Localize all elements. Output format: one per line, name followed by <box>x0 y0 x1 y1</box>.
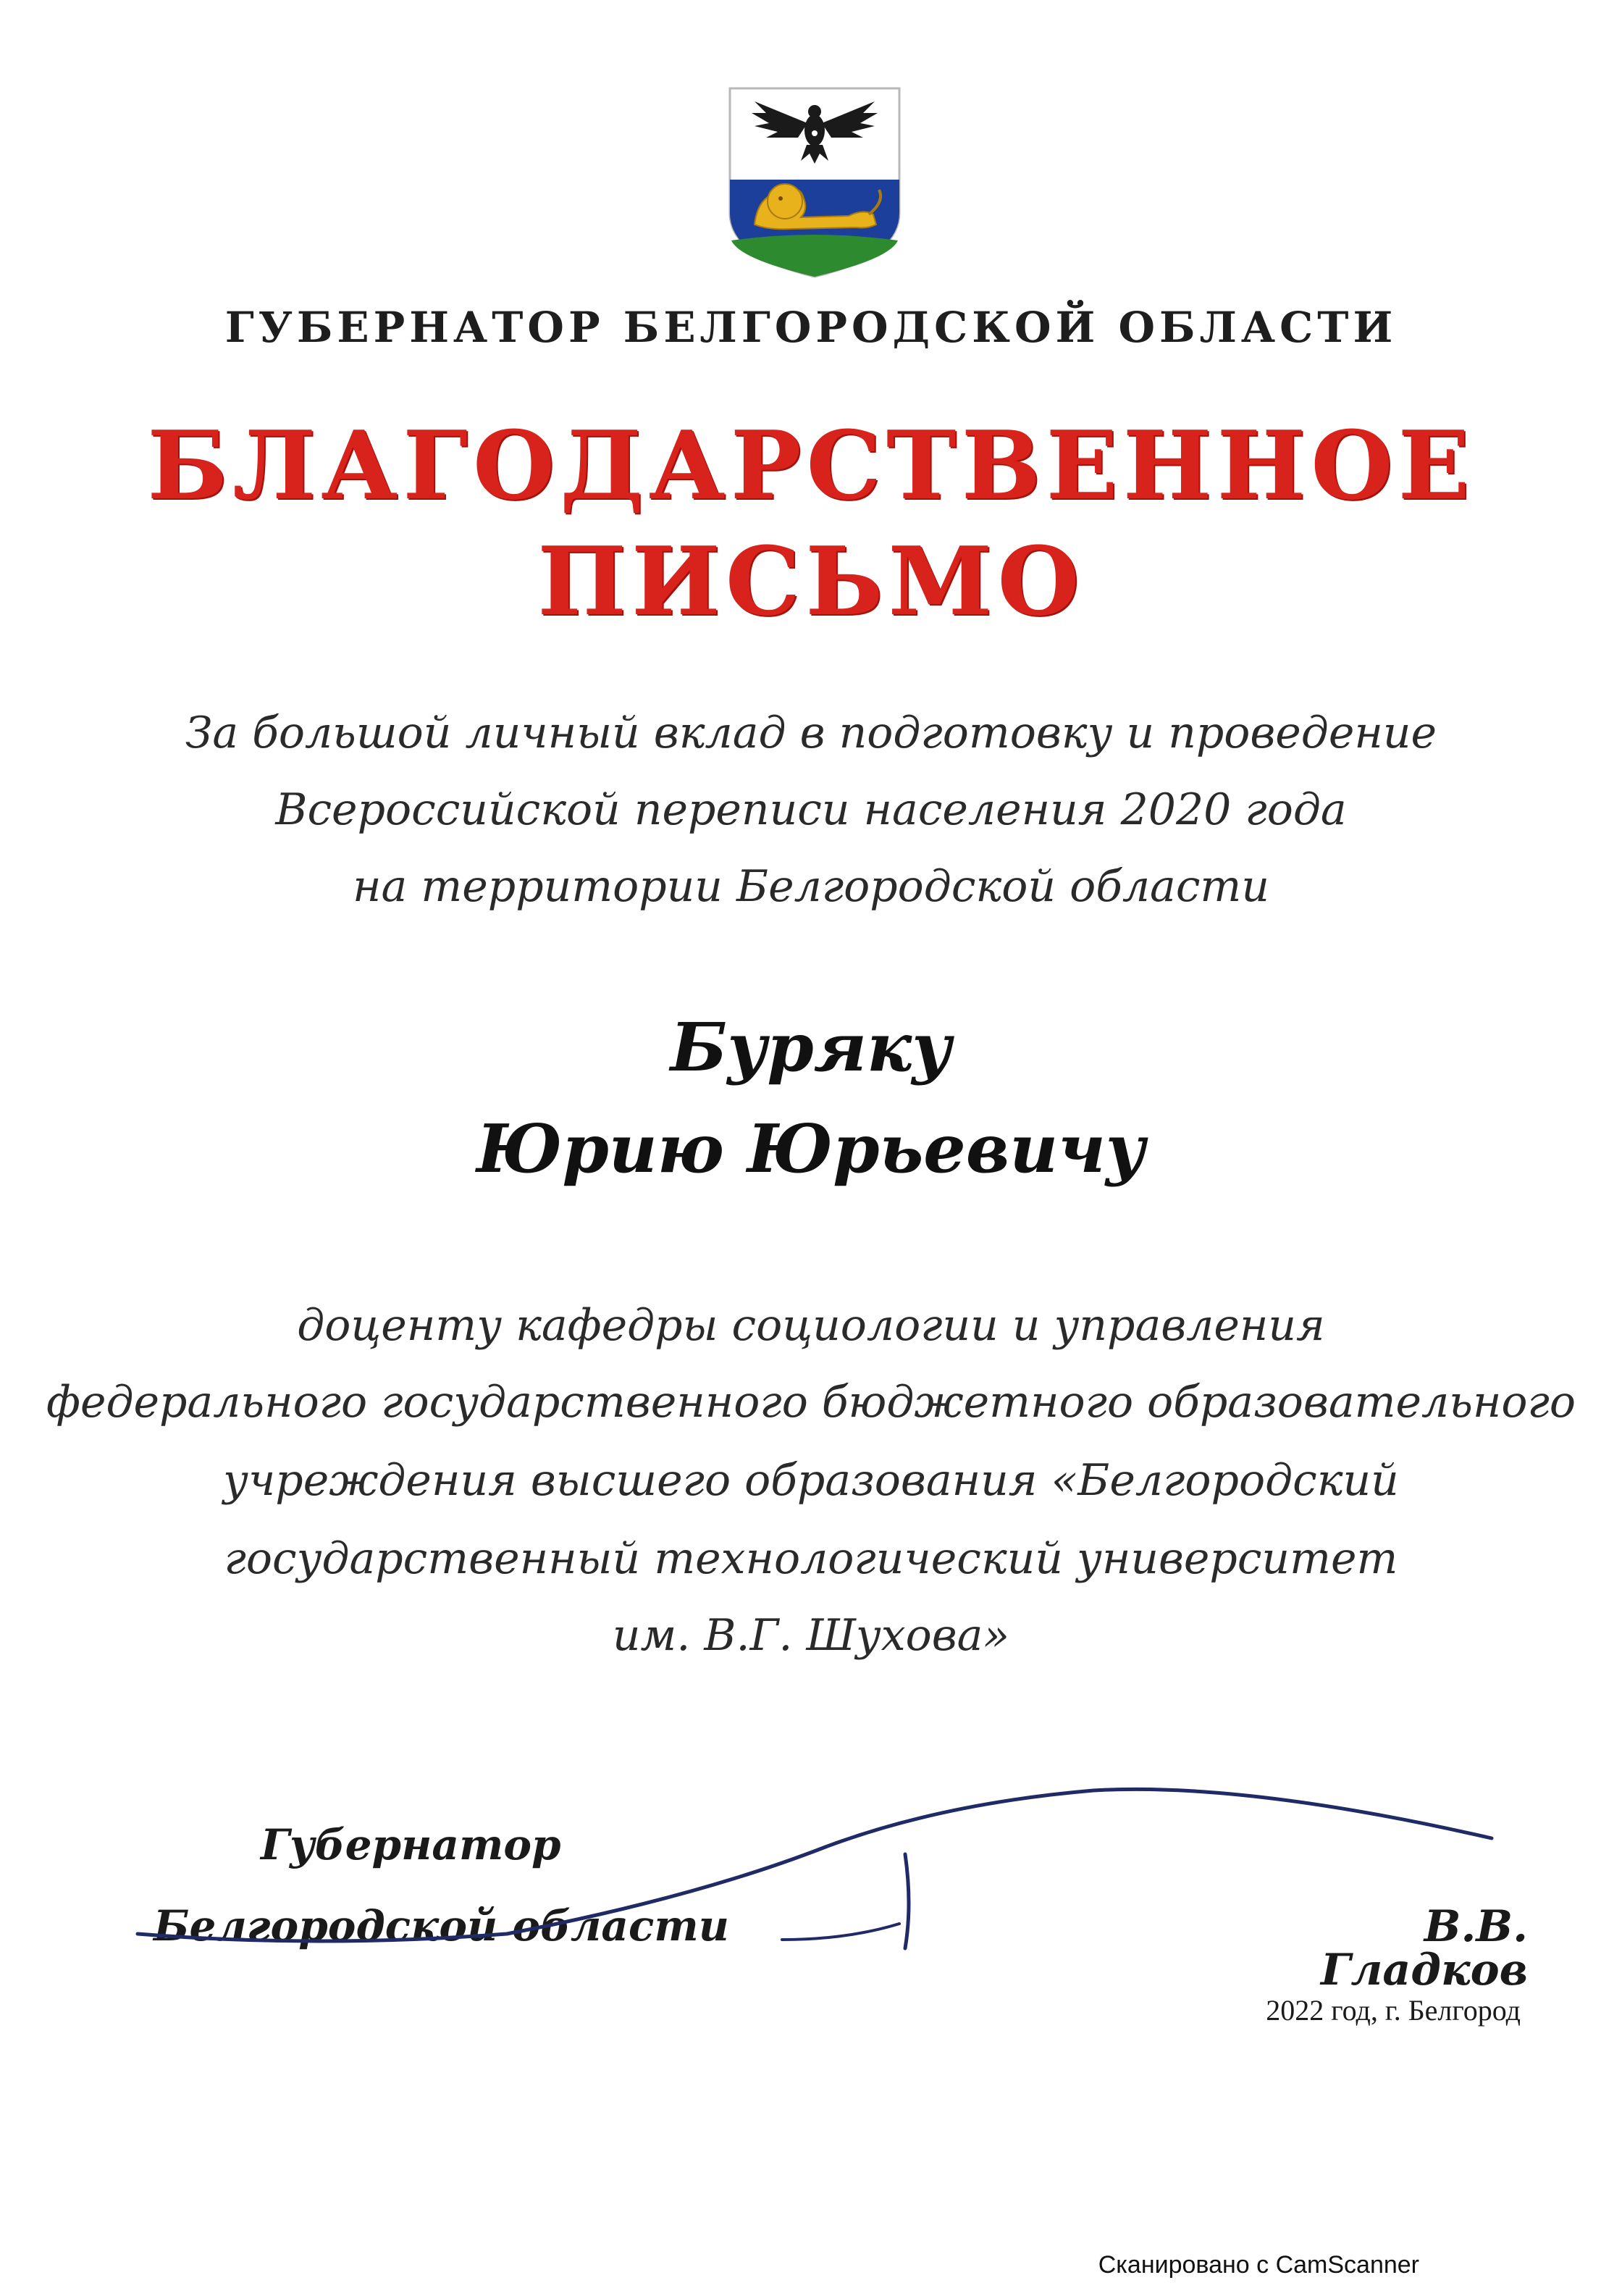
position-line-2: федерального государственного бюджетного образовательного <box>46 1377 1576 1428</box>
reason-line-2: Всероссийской переписи населения 2020 года <box>275 784 1347 835</box>
date-place: 2022 год, г. Белгород <box>1266 1994 1521 2027</box>
position-line-3: учреждения высшего образования «Белгородский <box>223 1455 1399 1506</box>
letter-title-line-2: ПИСЬМО <box>537 526 1085 637</box>
position-line-4: государственный технологический университет <box>224 1533 1398 1584</box>
signatory-role-line-1: Губернатор <box>261 1820 561 1869</box>
position-line-5: им. В.Г. Шухова» <box>612 1610 1010 1661</box>
recipient-given-names: Юрию Юрьевичу <box>476 1110 1146 1188</box>
belgorod-coat-of-arms-icon <box>726 85 904 280</box>
recipient-surname: Буряку <box>670 1008 952 1086</box>
letter-title-line-1: БЛАГОДАРСТВЕННОЕ <box>147 410 1475 521</box>
signatory-role-line-2: Белгородской области <box>154 1901 729 1951</box>
reason-line-3: на территории Белгородской области <box>353 861 1269 912</box>
position-line-1: доценту кафедры социологии и управления <box>297 1300 1325 1351</box>
issuer-heading: ГУБЕРНАТОР БЕЛГОРОДСКОЙ ОБЛАСТИ <box>224 303 1398 352</box>
scanner-watermark: Сканировано с CamScanner <box>1098 2251 1419 2279</box>
reason-line-1: За большой личный вклад в подготовку и проведение <box>185 708 1437 758</box>
signatory-name: В.В. Гладков <box>1321 1901 1528 1995</box>
